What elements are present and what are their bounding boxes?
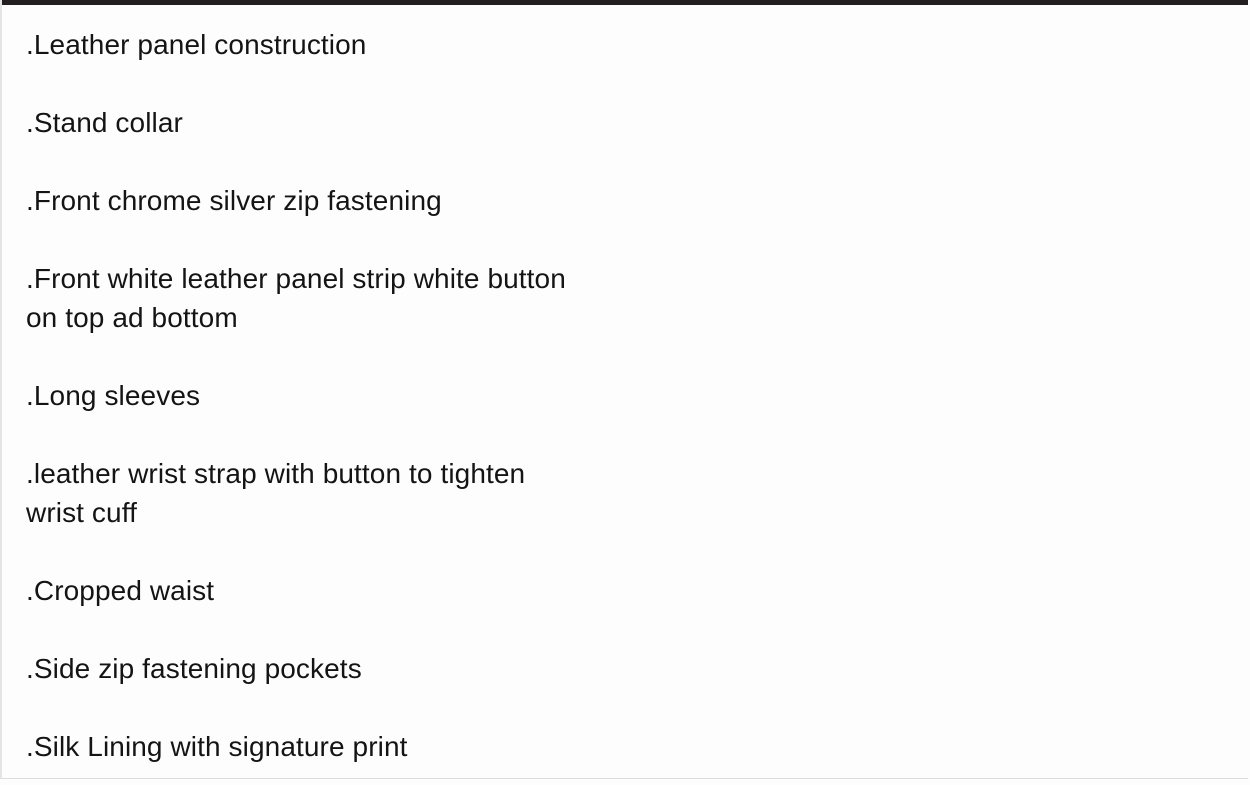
feature-line: .Side zip fastening pockets	[26, 653, 362, 684]
feature-item	[26, 649, 726, 688]
feature-line: .Front chrome silver zip fastening	[26, 185, 442, 216]
feature-item	[26, 25, 726, 64]
feature-line: wrist cuff	[26, 497, 137, 528]
feature-item	[26, 454, 726, 532]
feature-line: .Front white leather panel strip white button	[26, 263, 566, 294]
feature-list	[2, 5, 766, 766]
feature-line: .Stand collar	[26, 107, 183, 138]
feature-line: .Cropped waist	[26, 575, 215, 606]
feature-item	[26, 181, 726, 220]
feature-item	[26, 259, 726, 337]
feature-line: .Long sleeves	[26, 380, 201, 411]
feature-item	[26, 103, 726, 142]
feature-item	[26, 376, 726, 415]
feature-item	[26, 727, 726, 766]
feature-line: .leather wrist strap with button to tighten	[26, 458, 526, 489]
feature-line: .Silk Lining with signature print	[26, 731, 408, 762]
feature-line: .Leather panel construction	[26, 29, 367, 60]
feature-item	[26, 571, 726, 610]
feature-line: on top ad bottom	[26, 302, 238, 333]
